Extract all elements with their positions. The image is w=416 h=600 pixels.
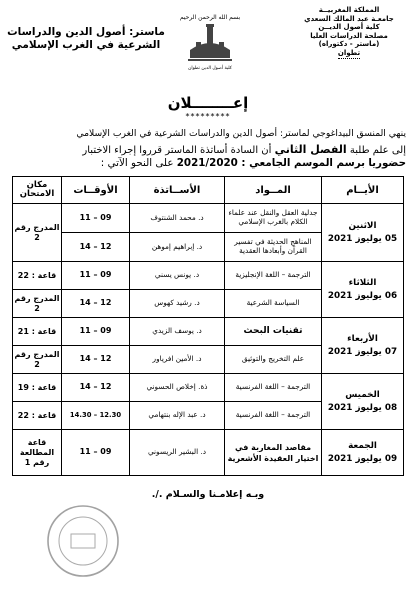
table-row xyxy=(13,262,404,290)
professor-cell: د. الأمين افرياور xyxy=(130,346,225,374)
logo-caption: كلية أصول الدين تطوان xyxy=(188,66,232,71)
header-line xyxy=(290,49,408,59)
place-cell: المدرج رقم 2 xyxy=(13,346,62,374)
time-cell: 09 – 11 xyxy=(62,318,130,346)
header-professors: الأســاتذة xyxy=(130,177,225,204)
basmala: بسم الله الرحمن الرحيم xyxy=(179,14,241,21)
subject-cell: جدلية العقل والنقل عند علماء الكلام بالغرب الإسلامي xyxy=(225,204,322,233)
program-line: ماستر: أصول الدين والدراسات xyxy=(7,26,165,38)
time-cell: 12 – 14 xyxy=(62,374,130,402)
closing-line: وبـه إعلامـنا والسـلام ./. xyxy=(151,489,265,500)
place-cell: قاعة : 22 xyxy=(13,402,62,430)
table-row xyxy=(13,204,404,233)
place-cell: قاعة : 22 xyxy=(13,262,62,290)
institution-header xyxy=(290,6,408,59)
header-line: جامعـة عبد المالك السعدي xyxy=(304,14,394,23)
header-line: كلية أصول الديــن xyxy=(318,23,380,32)
subject-cell: الترجمة – اللغة الفرنسية xyxy=(225,402,322,430)
place-cell: قاعة : 19 xyxy=(13,374,62,402)
semester-label: الفصل الثاني xyxy=(274,143,347,156)
table-row xyxy=(13,374,404,402)
professor-cell: د. إبراهيم إموهن xyxy=(130,233,225,262)
professor-cell: د. يونس يسني xyxy=(130,262,225,290)
time-cell: 12.30 – 14.30 xyxy=(62,402,130,430)
professor-cell: د. يوسف الزيدي xyxy=(130,318,225,346)
day-cell: الاثنين 05 يوليوز 2021 xyxy=(322,204,404,262)
exam-schedule-table xyxy=(12,176,404,476)
day-cell: الثلاثاء 06 يوليوز 2021 xyxy=(322,262,404,318)
subject-cell: الترجمة – اللغة الفرنسية xyxy=(225,374,322,402)
professor-cell: د. محمد الشنتوف xyxy=(130,204,225,233)
header-line: (ماستر - دكتوراه) xyxy=(318,40,380,49)
day-cell: الجمعة 09 يوليوز 2021 xyxy=(322,430,404,476)
professor-cell: د. البشير الريسوني xyxy=(130,430,225,476)
place-cell: المدرج رقم 2 xyxy=(13,204,62,262)
header-city: تطوان xyxy=(337,48,361,57)
subject-cell: المناهج الحديثة في تفسير القرآن وأبعادها العقدية xyxy=(225,233,322,262)
subject-cell: تقنيات البحث xyxy=(225,318,322,346)
subject-cell: علم التخريج والتوثيق xyxy=(225,346,322,374)
header-line: مصلحة الدراسات العليا xyxy=(310,31,388,40)
time-cell: 09 – 11 xyxy=(62,262,130,290)
time-cell: 12 – 14 xyxy=(62,290,130,318)
header-subjects: المــواد xyxy=(225,177,322,204)
program-line: الشرعية في الغرب الإسلامي xyxy=(11,39,161,51)
time-cell: 12 – 14 xyxy=(62,346,130,374)
day-cell: الخميس 08 يوليوز 2021 xyxy=(322,374,404,430)
time-cell: 12 – 14 xyxy=(62,233,130,262)
header-times: الأوقــات xyxy=(62,177,130,204)
table-header-row xyxy=(13,177,404,204)
subject-cell: مقاصد المغاربة في اختيار العقيدة الأشعرية xyxy=(225,430,322,476)
subject-cell: الترجمة – اللغة الإنجليزية xyxy=(225,262,322,290)
place-cell: قاعة المطالعة رقم 1 xyxy=(13,430,62,476)
faculty-logo-icon xyxy=(186,22,234,68)
professor-cell: د. عبد الإله بنتهامي xyxy=(130,402,225,430)
professor-cell: د. رشيد كهوس xyxy=(130,290,225,318)
professor-cell: ذة. إخلاص الحسوني xyxy=(130,374,225,402)
body-line-3: حضوريا برسم الموسم الجامعي : 2021/2020 على النحو الآتي : xyxy=(100,157,406,169)
body-line-1: ينهي المنسق البيداغوجي لماستر: أصول الدين والدراسات الشرعية في الغرب الإسلامي xyxy=(76,128,406,139)
table-row xyxy=(13,318,404,346)
title-stars: ********* xyxy=(185,112,231,121)
master-program-title xyxy=(6,26,166,52)
header-line: المملكة المغربيــة xyxy=(318,6,380,14)
place-cell: قاعة : 21 xyxy=(13,318,62,346)
time-cell: 09 – 11 xyxy=(62,204,130,233)
official-stamp-icon xyxy=(44,502,122,580)
table-row xyxy=(13,430,404,476)
mode-label: حضوريا xyxy=(368,157,406,169)
announcement-title: إعــــــــلان xyxy=(167,94,249,112)
header-place: مكان الامتحان xyxy=(13,177,62,204)
body-line-2: إلى علم طلبة الفصل الثاني أن السادة أساتذة الماستر قرروا إجراء الاختبار xyxy=(82,143,406,156)
day-cell: الأربعاء 07 يوليوز 2021 xyxy=(322,318,404,374)
time-cell: 09 – 11 xyxy=(62,430,130,476)
place-cell: المدرج رقم 2 xyxy=(13,290,62,318)
header-days: الأيــام xyxy=(322,177,404,204)
subject-cell: السياسة الشرعية xyxy=(225,290,322,318)
